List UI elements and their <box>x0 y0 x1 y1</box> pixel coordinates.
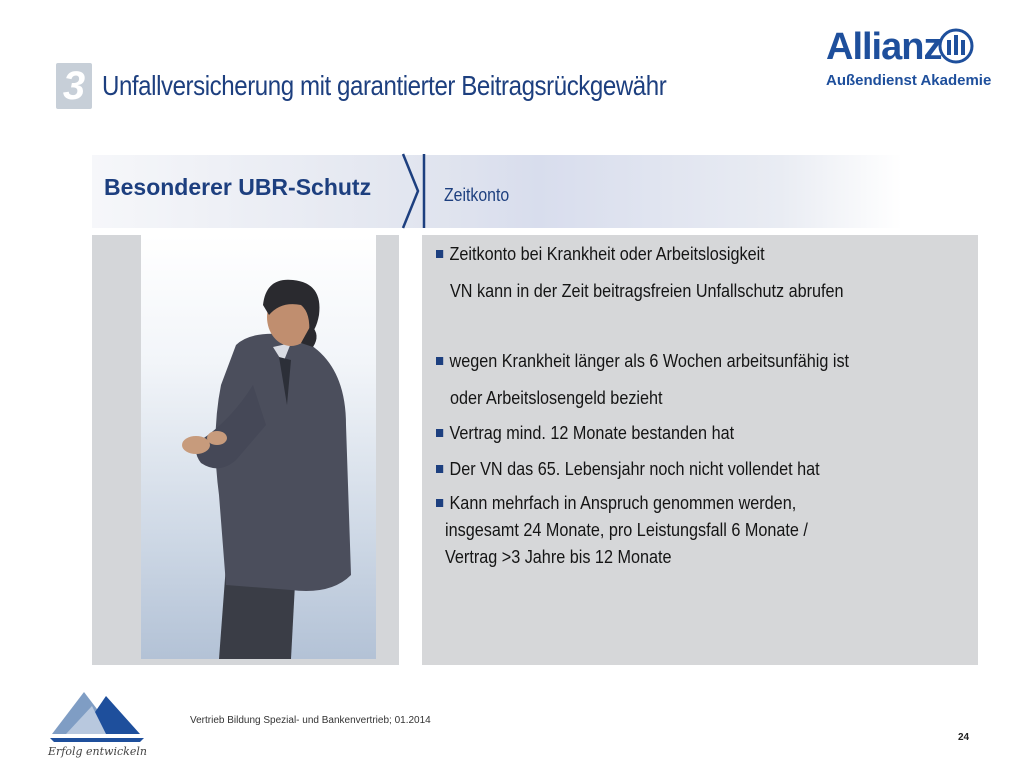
section-number-badge: 3 <box>56 63 92 109</box>
bullet-subline: Vertrag >3 Jahre bis 12 Monate <box>445 547 672 567</box>
bullet-text: Der VN das 65. Lebensjahr noch nicht vollendet hat <box>449 459 820 479</box>
bullet-marker <box>436 499 443 507</box>
footer-text: Vertrieb Bildung Spezial- und Bankenvertrieb; 01.2014 <box>190 715 431 726</box>
bullet-marker <box>436 465 443 473</box>
bullet-item <box>436 423 734 444</box>
chevron-right-icon <box>396 152 432 230</box>
bullet-item <box>436 244 765 265</box>
allianz-wordmark: Allianz <box>826 26 942 68</box>
bullet-text: wegen Krankheit länger als 6 Wochen arbeitsunfähig ist <box>449 351 850 371</box>
bullet-marker <box>436 250 443 258</box>
bullet-text: Kann mehrfach in Anspruch genommen werden, <box>449 493 797 513</box>
allianz-eagle-icon <box>938 28 974 64</box>
bullet-subline: oder Arbeitslosengeld bezieht <box>450 388 663 408</box>
slide-title: Unfallversicherung mit garantierter Beitragsrückgewähr <box>102 70 667 101</box>
footer-slogan: Erfolg entwickeln <box>48 745 147 758</box>
bullet-subline: insgesamt 24 Monate, pro Leistungsfall 6 Monate / <box>445 520 808 540</box>
bullet-item <box>436 351 849 372</box>
bullet-marker <box>436 357 443 365</box>
man-checking-watch-image <box>141 235 376 659</box>
bullet-item <box>436 459 820 480</box>
banner-left-label: Besonderer UBR-Schutz <box>104 174 372 200</box>
bullet-text: Vertrag mind. 12 Monate bestanden hat <box>449 423 735 443</box>
erfolg-entwickeln-logo <box>44 676 152 758</box>
bullet-subline: VN kann in der Zeit beitragsfreien Unfallschutz abrufen <box>450 281 844 301</box>
logo-subtitle: Außendienst Akademie <box>826 72 992 89</box>
allianz-logo <box>826 26 992 96</box>
bullet-marker <box>436 429 443 437</box>
bullet-text: Zeitkonto bei Krankheit oder Arbeitslosigkeit <box>449 244 765 264</box>
bullet-item <box>436 493 796 514</box>
page-number: 24 <box>958 732 970 743</box>
banner-right-label: Zeitkonto <box>444 185 510 205</box>
